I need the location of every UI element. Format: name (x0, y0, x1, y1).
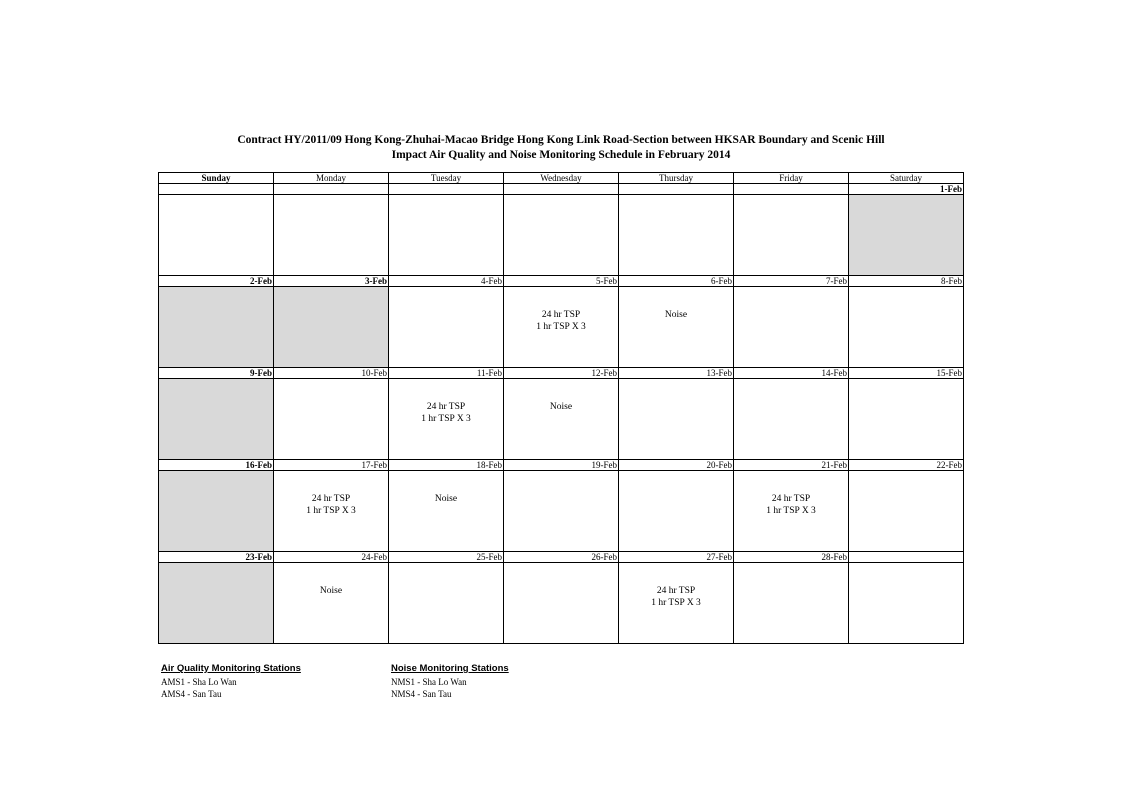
day-cell (619, 195, 734, 276)
day-cell (849, 287, 964, 368)
date-label: 11-Feb (389, 368, 504, 379)
date-label: 15-Feb (849, 368, 964, 379)
schedule-entry-line: 24 hr TSP (426, 402, 466, 412)
noise-legend (391, 663, 509, 700)
day-cell (389, 563, 504, 644)
day-cell (504, 471, 619, 552)
day-cell (849, 195, 964, 276)
date-label: 6-Feb (619, 276, 734, 287)
air-quality-legend (161, 663, 301, 700)
day-header-monday: Monday (274, 173, 389, 184)
day-cell (619, 379, 734, 460)
date-label (619, 184, 734, 195)
title-line-2: Impact Air Quality and Noise Monitoring Schedule in February 2014 (391, 149, 731, 161)
schedule-entry-line: 1 hr TSP X 3 (651, 598, 701, 608)
schedule-entry-line: 1 hr TSP X 3 (421, 414, 471, 424)
noise-station-item: NMS1 - Sha Lo Wan (391, 677, 467, 687)
day-header-friday: Friday (734, 173, 849, 184)
title-line-1: Contract HY/2011/09 Hong Kong-Zhuhai-Macao Bridge Hong Kong Link Road-Section between HKSAR Boundary and Scenic Hill (237, 134, 885, 146)
day-cell (159, 195, 274, 276)
air-station-item: AMS4 - San Tau (161, 689, 222, 699)
date-row (159, 276, 964, 287)
day-cell (389, 287, 504, 368)
day-cell (619, 563, 734, 644)
day-cell (849, 563, 964, 644)
day-header-sunday: Sunday (159, 173, 274, 184)
date-label: 13-Feb (619, 368, 734, 379)
monitoring-calendar (158, 172, 964, 644)
schedule-entry (274, 493, 388, 517)
date-row (159, 460, 964, 471)
date-label (274, 184, 389, 195)
day-cell (849, 379, 964, 460)
date-label: 8-Feb (849, 276, 964, 287)
schedule-entry (619, 309, 733, 321)
day-cell (389, 195, 504, 276)
day-cell (619, 287, 734, 368)
day-header-thursday: Thursday (619, 173, 734, 184)
schedule-entry (734, 493, 848, 517)
day-cell (504, 195, 619, 276)
air-station-item: AMS1 - Sha Lo Wan (161, 677, 237, 687)
schedule-entry (619, 585, 733, 609)
day-header-row (159, 173, 964, 184)
schedule-entry (504, 401, 618, 413)
day-cell (504, 563, 619, 644)
date-label: 4-Feb (389, 276, 504, 287)
day-cell (849, 471, 964, 552)
day-header-tuesday: Tuesday (389, 173, 504, 184)
date-label: 26-Feb (504, 552, 619, 563)
day-header-saturday: Saturday (849, 173, 964, 184)
day-cell (274, 379, 389, 460)
date-label: 22-Feb (849, 460, 964, 471)
day-cell (619, 471, 734, 552)
date-label: 19-Feb (504, 460, 619, 471)
day-cell (274, 195, 389, 276)
document-title (158, 133, 964, 163)
date-label: 3-Feb (274, 276, 389, 287)
date-row (159, 184, 964, 195)
day-cell (504, 287, 619, 368)
schedule-entry-line: Noise (319, 586, 343, 596)
day-cell (734, 287, 849, 368)
date-label: 23-Feb (159, 552, 274, 563)
date-row (159, 368, 964, 379)
week-row (159, 287, 964, 368)
date-label: 27-Feb (619, 552, 734, 563)
day-cell (274, 563, 389, 644)
week-row (159, 471, 964, 552)
day-cell (159, 563, 274, 644)
schedule-entry-line: 24 hr TSP (541, 310, 581, 320)
day-cell (159, 379, 274, 460)
date-label: 18-Feb (389, 460, 504, 471)
noise-station-item: NMS4 - San Tau (391, 689, 452, 699)
schedule-entry-line: Noise (434, 494, 458, 504)
schedule-entry-line: 1 hr TSP X 3 (536, 322, 586, 332)
schedule-entry (389, 401, 503, 425)
date-label: 25-Feb (389, 552, 504, 563)
week-row (159, 563, 964, 644)
date-label (849, 552, 964, 563)
schedule-entry (504, 309, 618, 333)
day-cell (389, 471, 504, 552)
day-cell (159, 287, 274, 368)
schedule-entry (389, 493, 503, 505)
date-label: 12-Feb (504, 368, 619, 379)
schedule-entry-line: 24 hr TSP (771, 494, 811, 504)
schedule-entry-line: 24 hr TSP (311, 494, 351, 504)
date-label: 1-Feb (849, 184, 964, 195)
schedule-entry-line: Noise (549, 402, 573, 412)
schedule-entry-line: 1 hr TSP X 3 (766, 506, 816, 516)
day-header-wednesday: Wednesday (504, 173, 619, 184)
day-cell (734, 471, 849, 552)
date-label: 16-Feb (159, 460, 274, 471)
day-cell (389, 379, 504, 460)
date-label: 10-Feb (274, 368, 389, 379)
date-label: 7-Feb (734, 276, 849, 287)
date-label: 21-Feb (734, 460, 849, 471)
date-label (159, 184, 274, 195)
schedule-entry-line: 24 hr TSP (656, 586, 696, 596)
schedule-entry-line: Noise (664, 310, 688, 320)
day-cell (734, 379, 849, 460)
day-cell (504, 379, 619, 460)
week-row (159, 195, 964, 276)
air-quality-legend-heading: Air Quality Monitoring Stations (161, 663, 301, 674)
noise-legend-heading: Noise Monitoring Stations (391, 663, 509, 674)
date-label: 14-Feb (734, 368, 849, 379)
date-label: 24-Feb (274, 552, 389, 563)
day-cell (734, 563, 849, 644)
week-row (159, 379, 964, 460)
date-label (734, 184, 849, 195)
schedule-entry-line: 1 hr TSP X 3 (306, 506, 356, 516)
date-label: 5-Feb (504, 276, 619, 287)
date-label: 17-Feb (274, 460, 389, 471)
date-label: 20-Feb (619, 460, 734, 471)
schedule-entry (274, 585, 388, 597)
date-label: 9-Feb (159, 368, 274, 379)
date-label (504, 184, 619, 195)
date-row (159, 552, 964, 563)
day-cell (274, 287, 389, 368)
day-cell (734, 195, 849, 276)
date-label: 28-Feb (734, 552, 849, 563)
date-label: 2-Feb (159, 276, 274, 287)
day-cell (159, 471, 274, 552)
day-cell (274, 471, 389, 552)
date-label (389, 184, 504, 195)
